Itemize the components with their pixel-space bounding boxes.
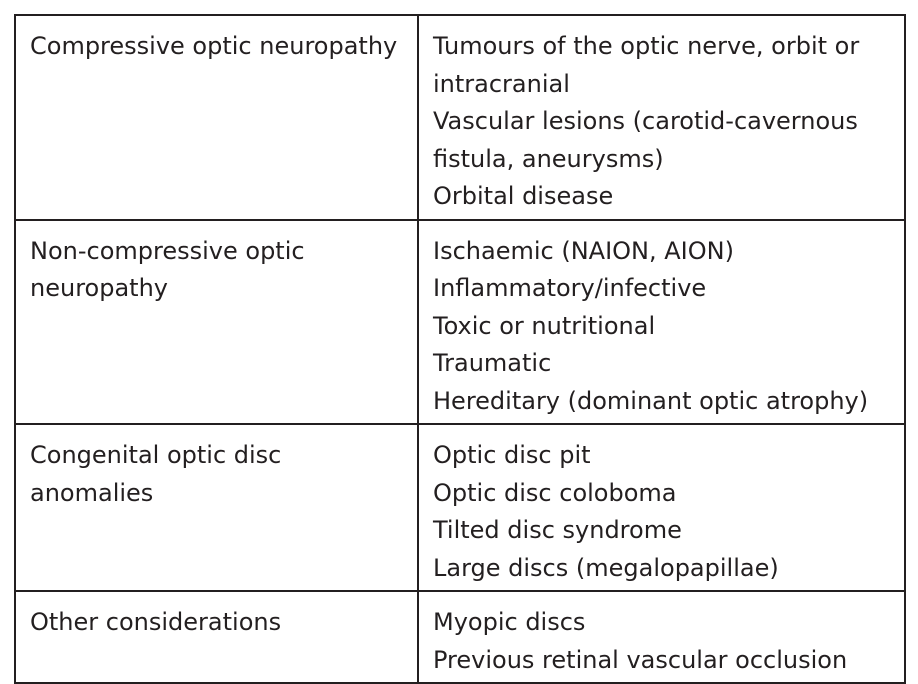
differential-table-container — [14, 14, 904, 684]
differential-diagnosis-table — [14, 14, 906, 684]
cause-item: Previous retinal vascular occlusion — [433, 645, 848, 674]
cause-item: Ischaemic (NAION, AION) — [433, 236, 734, 265]
table-row — [15, 591, 905, 683]
cause-item: Traumatic — [433, 349, 552, 377]
cause-item: Tumours of the optic nerve, orbit or intracranial — [433, 32, 860, 98]
cause-item: Orbital disease — [433, 182, 614, 210]
causes-cell — [418, 15, 905, 220]
category-cell — [15, 15, 418, 220]
category-cell — [15, 220, 418, 425]
cause-item: Optic disc pit — [433, 441, 591, 469]
category-label: Congenital optic disc anomalies — [30, 441, 282, 507]
cause-item: Tilted disc syndrome — [433, 516, 682, 544]
cause-item: Vascular lesions (carotid-cavernous fistula, aneurysms) — [433, 107, 858, 173]
cause-item: Inflammatory/infective — [433, 274, 707, 302]
cause-item: Large discs (megalopapillae) — [433, 553, 779, 582]
causes-cell — [418, 591, 905, 683]
table-row — [15, 220, 905, 425]
table-row — [15, 15, 905, 220]
category-cell — [15, 591, 418, 683]
cause-item: Toxic or nutritional — [433, 311, 656, 340]
causes-cell — [418, 220, 905, 425]
category-label: Other considerations — [30, 608, 282, 636]
table-row — [15, 424, 905, 591]
causes-cell — [418, 424, 905, 591]
category-cell — [15, 424, 418, 591]
cause-item: Hereditary (dominant optic atrophy) — [433, 386, 869, 415]
category-label: Compressive optic neuropathy — [30, 32, 398, 60]
cause-item: Myopic discs — [433, 608, 586, 636]
category-label: Non-compressive optic neuropathy — [30, 236, 305, 302]
cause-item: Optic disc coloboma — [433, 478, 677, 507]
